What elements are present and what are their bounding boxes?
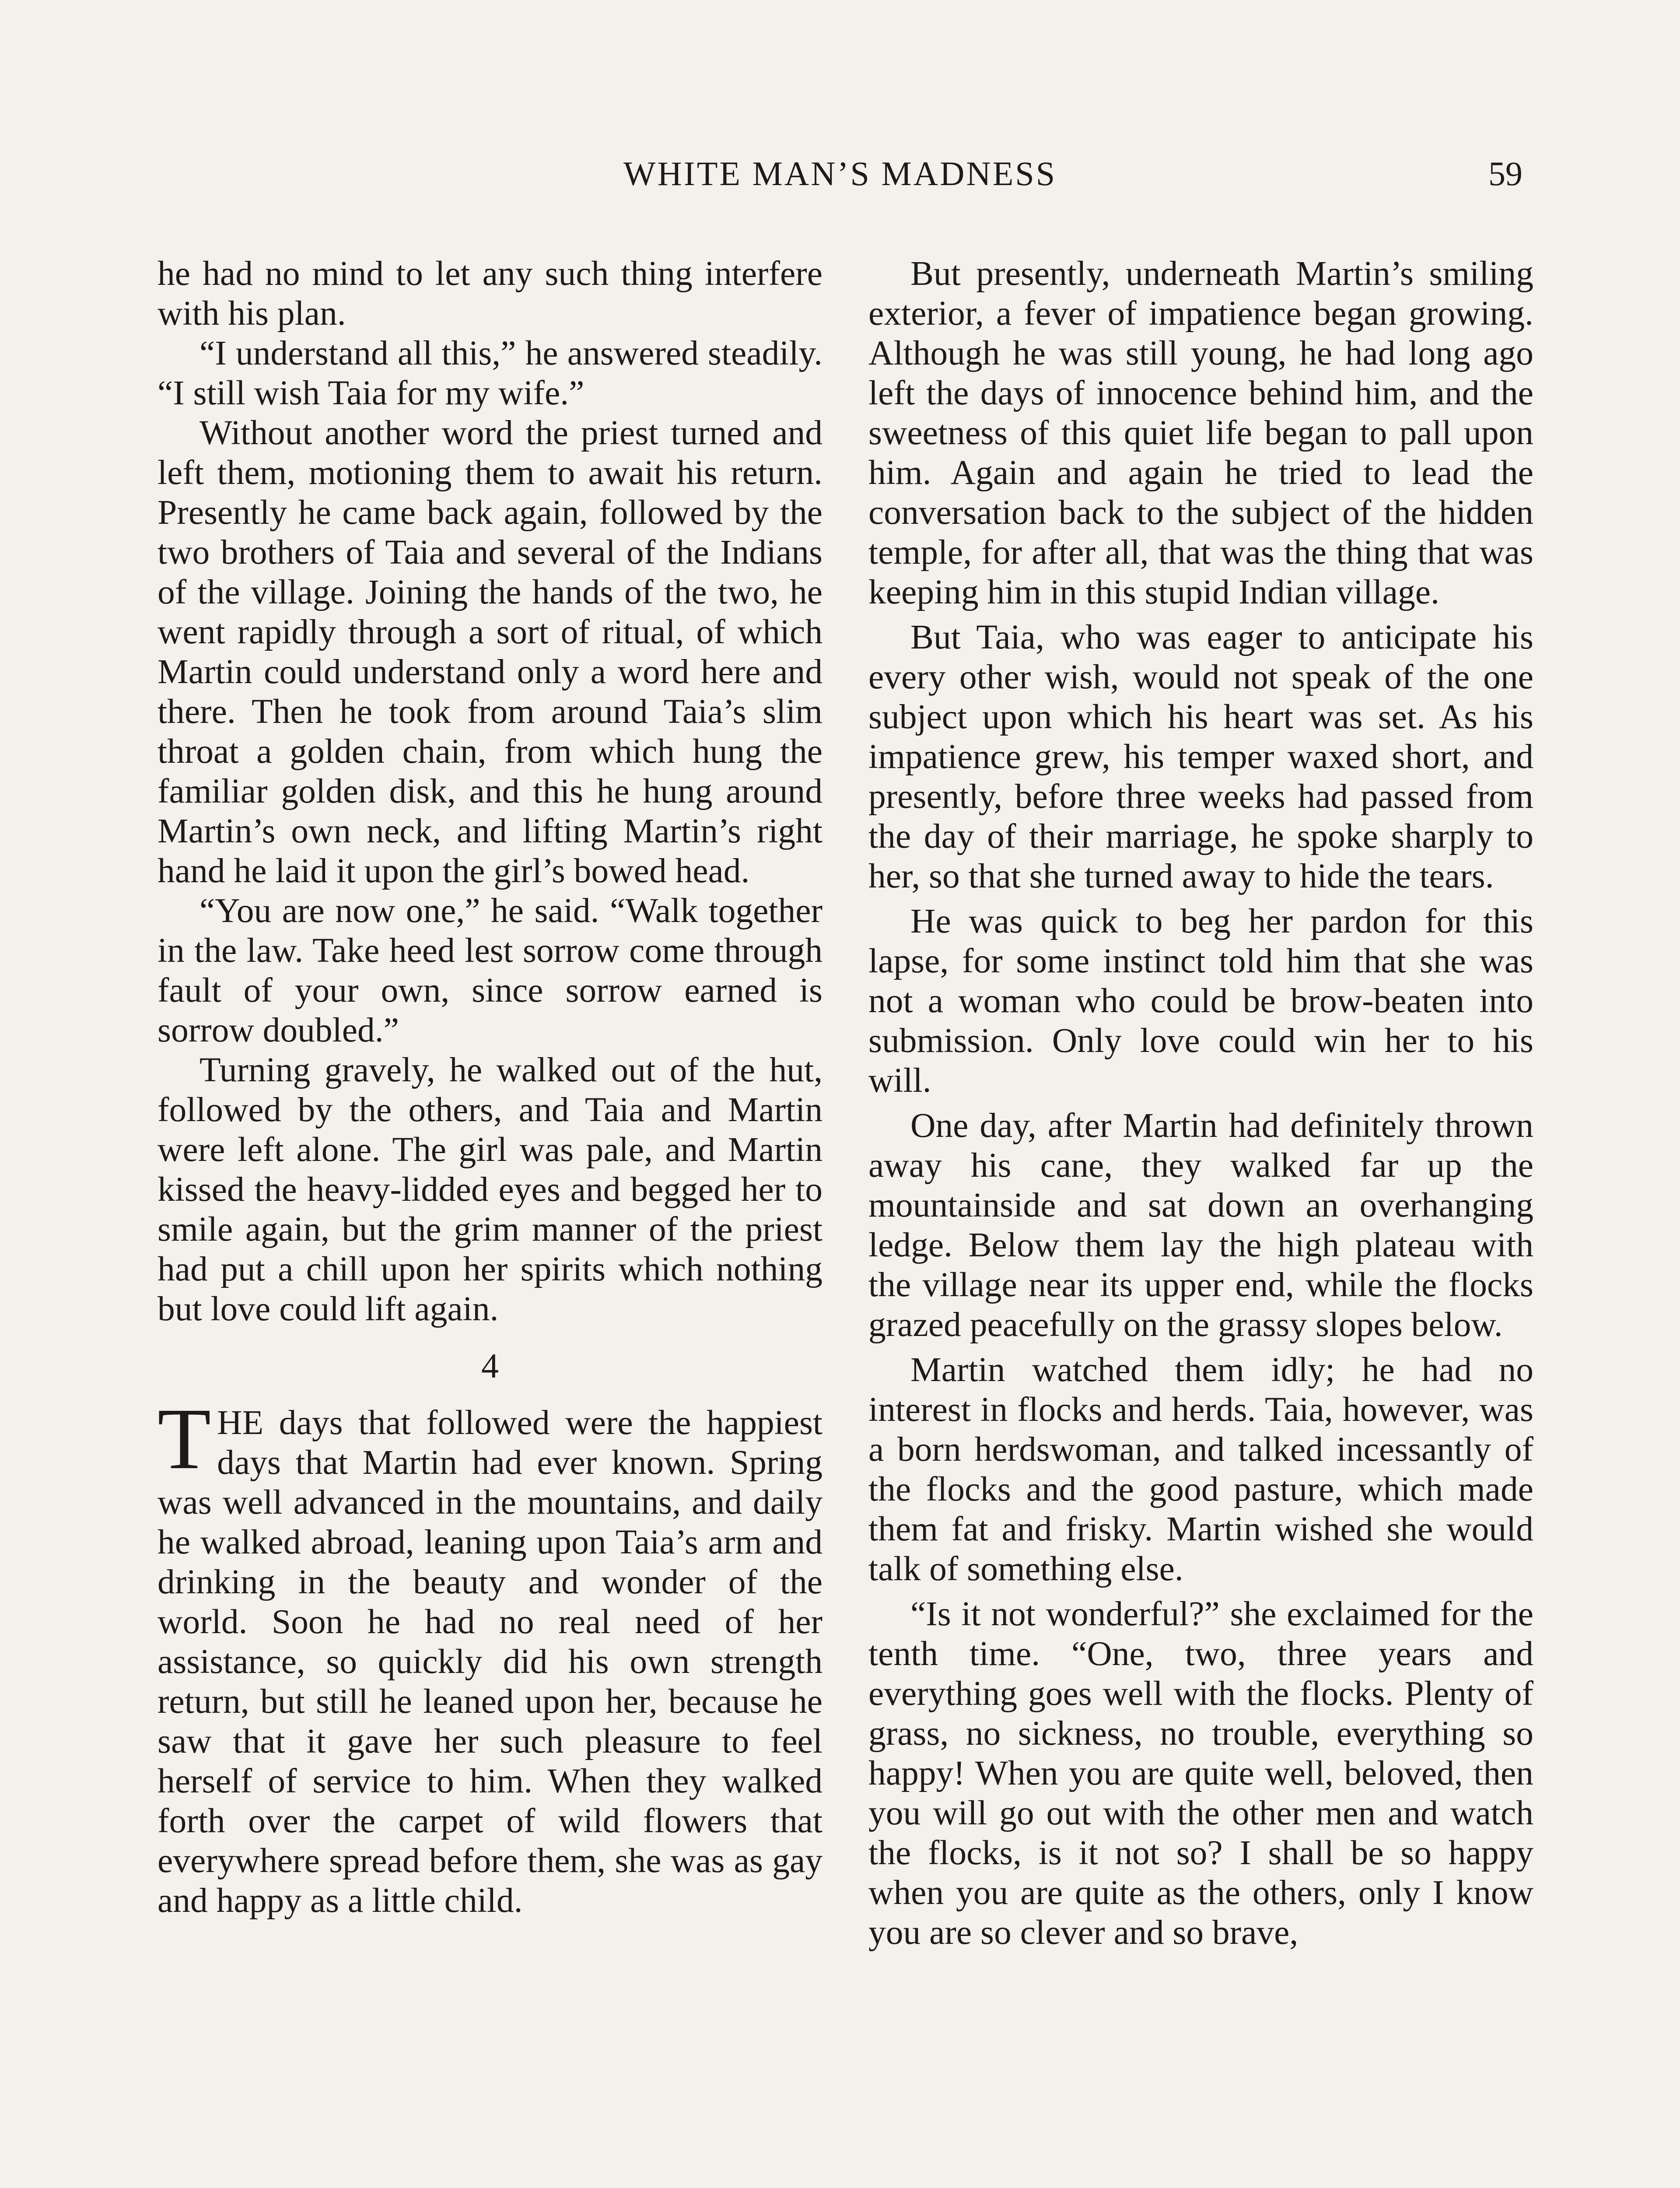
paragraph: But presently, underneath Martin’s smiling exterior, a fever of impatience began growing. Although he was still young, he had long ago left the days of innocence behind him, and the sweetness of this quiet life began to pall upon him. Again and again he tried to lead the conversation back to the subject of the hidden temple, for after all, that was the thing that was keeping him in this stupid Indian village.	[868, 254, 1533, 611]
page-number: 59	[1488, 154, 1522, 193]
paragraph: he had no mind to let any such thing interfere with his plan.	[158, 254, 822, 333]
right-column	[868, 254, 1533, 1958]
drop-cap: T	[158, 1391, 211, 1487]
paragraph: Without another word the priest turned and left them, motioning them to await his return. Presently he came back again, followed by the two brothers of Taia and several of the Indians of the village. Joining the hands of the two, he went rapidly through a sort of ritual, of which Martin could understand only a word here and there. Then he took from around Taia’s slim throat a golden chain, from which hung the familiar golden disk, and this he hung around Martin’s own neck, and lifting Martin’s right hand he laid it upon the girl’s bowed head.	[158, 414, 822, 890]
running-head-title: WHITE MAN’S MADNESS	[623, 154, 1057, 193]
paragraph: “You are now one,” he said. “Walk together in the law. Take heed lest sorrow come through fault of your own, since sorrow earned is sorrow doubled.”	[158, 891, 822, 1049]
paragraph: He was quick to beg her pardon for this lapse, for some instinct told him that she was not a woman who could be brow-beaten into submission. Only love could win her to his will.	[868, 902, 1533, 1100]
paragraph: But Taia, who was eager to anticipate his every other wish, would not speak of the one subject upon which his heart was set. As his impatience grew, his temper waxed short, and presently, before three weeks had passed from the day of their marriage, he spoke sharply to her, so that she turned away to hide the tears.	[868, 618, 1533, 895]
paragraph: One day, after Martin had definitely thrown away his cane, they walked far up the mountainside and sat down an overhanging ledge. Below them lay the high plateau with the village near its upper end, while the flocks grazed peacefully on the grassy slopes below.	[868, 1106, 1533, 1344]
section-lead-text: HE days that followed were the happiest days that Martin had ever known. Spring was well advanced in the mountains, and daily he walked abroad, leaning upon Taia’s arm and drinking in the beauty and wonder of the world. Soon he had no real need of her assistance, so quickly did his own strength return, but still he leaned upon her, because he saw that it gave her such pleasure to feel herself of service to him. When they walked forth over the carpet of wild flowers that everywhere spread before them, she was as gay and happy as a little child.	[158, 1403, 822, 1920]
paragraph: “Is it not wonderful?” she exclaimed for the tenth time. “One, two, three years and everything goes well with the flocks. Plenty of grass, no sickness, no trouble, everything so happy! When you are quite well, beloved, then you will go out with the other men and watch the flocks, is it not so? I shall be so happy when you are quite as the others, only I know you are so clever and so brave,	[868, 1595, 1533, 1952]
paragraph: “I understand all this,” he answered steadily. “I still wish Taia for my wife.”	[158, 334, 822, 412]
section-number: 4	[481, 1347, 499, 1385]
left-column	[158, 254, 822, 1921]
section-lead-paragraph	[158, 1391, 822, 1921]
paragraph: Martin watched them idly; he had no interest in flocks and herds. Taia, however, was a born herdswoman, and talked incessantly of the flocks and the good pasture, which made them fat and frisky. Martin wished she would talk of something else.	[868, 1350, 1533, 1588]
paragraph: Turning gravely, he walked out of the hut, followed by the others, and Taia and Martin were left alone. The girl was pale, and Martin kissed the heavy-lidded eyes and begged her to smile again, but the grim manner of the priest had put a chill upon her spirits which nothing but love could lift again.	[158, 1051, 822, 1328]
